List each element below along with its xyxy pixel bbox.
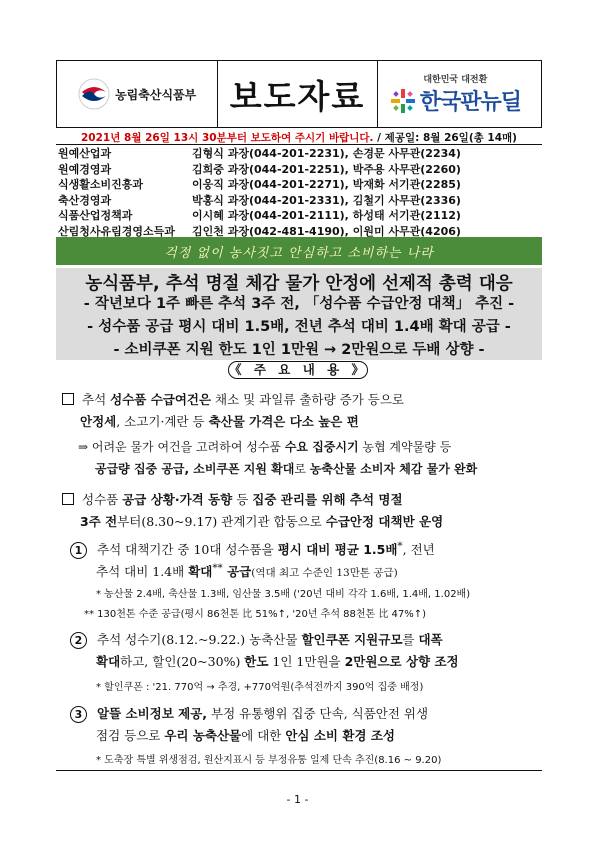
- kn-title: 한국판뉴딜: [419, 90, 521, 115]
- text-bold: 대폭: [418, 632, 443, 647]
- headline: 농식품부, 추석 명절 체감 물가 안정에 선제적 총력 대응: [85, 274, 513, 294]
- text: 추석 성수기(8.12.~9.22.) 농축산물: [97, 632, 302, 647]
- subtitle-3: - 소비쿠폰 지원 한도 1인 1만원 → 2만원으로 두배 상향 -: [113, 342, 485, 358]
- press-release-header: [56, 60, 542, 128]
- arrow-paragraph: [78, 438, 451, 455]
- contact-dept: 원예산업과: [58, 147, 112, 160]
- text-bold: 수요 집중시기: [284, 440, 359, 454]
- text-bold: 공급량 집중 공급, 소비쿠폰 지원 확대: [95, 462, 295, 476]
- text-bold: 안심 소비 환경 조성: [285, 728, 395, 743]
- footnote-mark: **: [212, 562, 223, 574]
- circled-number-3: 3: [70, 706, 87, 723]
- item-1-note-2: ** 130천톤 수준 공급(평시 86천톤 比 51%↑, '20년 추석 88천톤 比 47%↑): [84, 609, 427, 620]
- contact-row: [58, 146, 540, 162]
- text: 에 대한: [241, 728, 286, 743]
- contact-row: [58, 208, 540, 224]
- slogan-banner: 걱정 없이 농사짓고 안심하고 소비하는 나라: [56, 237, 542, 265]
- kn-slogan: 대한민국 대전환: [423, 75, 488, 85]
- korean-new-deal-logo: [378, 61, 541, 127]
- text-bold: 축산물 가격은 다소 높은 편: [208, 414, 359, 429]
- divider-top: [56, 144, 542, 145]
- text: , 전년: [402, 542, 435, 558]
- text-bold: 확대: [188, 564, 213, 580]
- contact-dept: 원예경영과: [58, 162, 112, 176]
- contact-dept: 축산경영과: [58, 193, 112, 207]
- doc-type-title: 보도자료: [218, 61, 377, 127]
- text: 부터(8.30~9.17) 관계기관 합동으로: [117, 514, 326, 529]
- text: 부정 유통행위 집중 단속, 식품안전 위생: [207, 706, 429, 721]
- embargo-text: 2021년 8월 26일 13시 30분부터 보도하여 주시기 바랍니다.: [81, 132, 374, 144]
- ministry-emblem-icon: [78, 78, 110, 110]
- contact-info: 박홍식 과장(044-201-2331), 김철기 사무관(2336): [192, 193, 461, 207]
- text: 농협 계약물량 등: [358, 440, 452, 454]
- contact-info: 김희중 과장(044-201-2251), 박주용 사무관(2260): [192, 162, 461, 176]
- text-small: (역대 최고 수준인 13만톤 공급): [251, 567, 398, 580]
- checkbox-bullet-icon: [62, 493, 74, 505]
- divider-bottom: [56, 770, 542, 771]
- text-bold: 확대: [96, 654, 121, 669]
- text-bold: 할인쿠폰 지원규모: [301, 632, 403, 647]
- item-2: [70, 630, 443, 649]
- text: 등: [232, 492, 253, 507]
- contact-row: [58, 193, 540, 209]
- footnote-mark: *: [397, 540, 403, 552]
- item-3-line-2: [96, 726, 395, 744]
- contact-info: 김형식 과장(044-201-2231), 손경문 사무관(2234): [192, 147, 461, 160]
- text: 추석 대비 1.4배: [96, 564, 189, 580]
- bullet-paragraph-1-line-2: [80, 412, 359, 430]
- text: 어려운 물가 여건을 고려하여 성수품: [88, 440, 285, 454]
- contact-row: [58, 162, 540, 178]
- contact-dept: 식생활소비진흥과: [58, 178, 144, 191]
- text-bold: 공급 상황·가격 동향: [122, 492, 233, 507]
- subtitle-2: - 성수품 공급 평시 대비 1.5배, 전년 추석 대비 1.4배 확대 공급 -: [87, 319, 511, 335]
- text-bold: 2만원으로 상향 조정: [344, 654, 459, 669]
- text: 추석: [82, 392, 111, 407]
- text: 성수품: [82, 492, 123, 507]
- bullet-paragraph-2-line-2: [80, 512, 443, 530]
- text-bold: 우리 농축산물: [164, 728, 242, 743]
- item-2-line-2: [96, 652, 459, 670]
- item-3: [70, 704, 428, 723]
- text-bold: 안정세: [80, 414, 117, 429]
- text: 로: [294, 462, 310, 476]
- bullet-paragraph-1: [62, 390, 404, 408]
- ministry-logo-cell: [57, 61, 218, 127]
- bullet-paragraph-2: [62, 490, 403, 508]
- contact-dept: 식품산업정책과: [58, 209, 133, 222]
- text-bold: 한도: [244, 654, 269, 669]
- contact-info: 이시혜 과장(044-201-2111), 하성태 서기관(2112): [192, 209, 461, 222]
- text: 추석 대책기간 중 10대 성수품을: [97, 542, 278, 558]
- page-number: - 1 -: [286, 793, 309, 806]
- text: 1인 1만원을: [268, 654, 345, 669]
- text: 하고, 할인(20~30%): [120, 654, 245, 669]
- item-1: [70, 540, 435, 559]
- text-bold: 알뜰 소비정보 제공,: [97, 706, 208, 721]
- item-2-note-1: * 할인쿠폰 : '21. 770억 → 추경, +770억원(추석전까지 390억 집중 배정): [96, 682, 424, 693]
- text-bold: 농축산물 소비자 체감 물가 완화: [309, 462, 478, 476]
- ministry-name: 농림축산식품부: [115, 87, 197, 102]
- item-1-note-1: * 농산물 2.4배, 축산물 1.3배, 임산물 3.5배 ('20년 대비 각각 1.6배, 1.4배, 1.02배): [96, 589, 471, 600]
- circled-number-1: 1: [70, 542, 87, 559]
- new-deal-logo-icon: [390, 88, 416, 114]
- arrow-paragraph-line-2: [95, 460, 477, 477]
- circled-number-2: 2: [70, 632, 87, 649]
- text: 채소 및 과일류 출하량 증가 등으로: [211, 392, 404, 407]
- contact-info: 김인천 과장(042-481-4190), 이원미 사무관(4206): [192, 224, 461, 238]
- text-bold: 수급안정 대책반 운영: [325, 514, 444, 529]
- checkbox-bullet-icon: [62, 393, 74, 405]
- text-bold: 공급: [222, 564, 252, 580]
- text-bold: 집중 관리를 위해 추석 명절: [252, 492, 403, 507]
- text-bold: 성수품 수급여건은: [110, 392, 212, 407]
- subtitle-1: - 작년보다 1주 빠른 추석 3주 전, 「성수품 수급안정 대책」 추진 -: [83, 296, 515, 312]
- contact-dept: 산림청사유림경영소득과: [58, 224, 175, 238]
- contact-info: 이웅직 과장(044-201-2271), 박재화 서기관(2285): [192, 178, 461, 191]
- text: 를: [402, 632, 419, 647]
- contact-list: [58, 146, 540, 239]
- text: , 소고기·계란 등: [116, 414, 209, 429]
- text: 점검 등으로: [96, 728, 165, 743]
- text-bold: 평시 대비 평균 1.5배: [277, 542, 398, 558]
- item-1-line-2: [96, 562, 398, 580]
- key-contents-label: 《 주 요 내 용 》: [229, 362, 369, 377]
- item-3-note-1: * 도축장 특별 위생점검, 원산지표시 등 부정유통 일제 단속 추진(8.16 ~ 9.20): [96, 755, 442, 766]
- contact-row: [58, 177, 540, 193]
- arrow-icon: ⇒: [78, 440, 89, 454]
- embargo-notice: [56, 130, 542, 145]
- provided-date: / 제공일: 8월 26일(총 14매): [373, 132, 517, 144]
- text-bold: 3주 전: [80, 514, 118, 529]
